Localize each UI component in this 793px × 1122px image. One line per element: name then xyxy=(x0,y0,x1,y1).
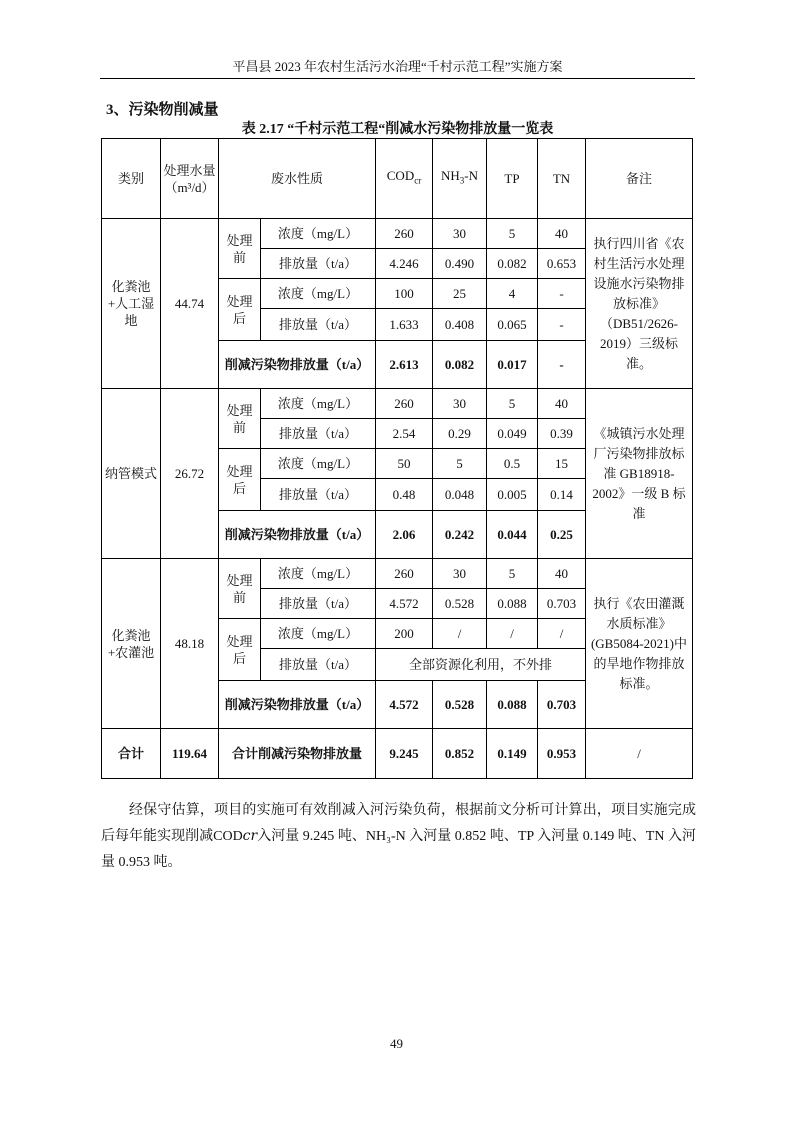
value-tp: 0.065 xyxy=(487,309,538,341)
row-label: 浓度（mg/L） xyxy=(261,559,376,589)
reduction-tn: 0.25 xyxy=(538,511,586,559)
value-nh3: 0.408 xyxy=(433,309,487,341)
value-cod: 200 xyxy=(376,619,433,649)
total-label: 合计 xyxy=(102,729,161,779)
reduction-cod: 2.06 xyxy=(376,511,433,559)
header-note: 备注 xyxy=(586,139,693,219)
reduction-label: 削减污染物排放量（t/a） xyxy=(219,681,376,729)
value-cod: 0.48 xyxy=(376,479,433,511)
reduction-label: 削减污染物排放量（t/a） xyxy=(219,341,376,389)
row-label: 排放量（t/a） xyxy=(261,249,376,279)
running-header: 平昌县 2023 年农村生活污水治理“千村示范工程”实施方案 xyxy=(232,59,563,74)
value-tn: 40 xyxy=(538,389,586,419)
after-label: 处理后 xyxy=(219,619,261,681)
header-tp: TP xyxy=(487,139,538,219)
table-row xyxy=(102,219,693,249)
pollutant-reduction-table xyxy=(101,138,693,779)
header-nh3-text: NH xyxy=(441,168,460,184)
total-cod: 9.245 xyxy=(376,729,433,779)
header-nh3-suffix: -N xyxy=(464,168,478,184)
value-cod: 2.54 xyxy=(376,419,433,449)
header-nh3-sub: 3 xyxy=(459,175,465,186)
value-nh3: 0.528 xyxy=(433,589,487,619)
value-tn: - xyxy=(538,279,586,309)
row-label: 浓度（mg/L） xyxy=(261,449,376,479)
value-tn: / xyxy=(538,619,586,649)
reduction-tp: 0.017 xyxy=(487,341,538,389)
note-cell: 《城镇污水处理厂污染物排放标准 GB18918-2002》一级 B 标准 xyxy=(586,389,693,559)
row-label: 浓度（mg/L） xyxy=(261,619,376,649)
reduction-cod: 2.613 xyxy=(376,341,433,389)
value-tn: 0.14 xyxy=(538,479,586,511)
total-nh3: 0.852 xyxy=(433,729,487,779)
value-cod: 260 xyxy=(376,559,433,589)
row-label: 排放量（t/a） xyxy=(261,649,376,681)
volume-cell: 48.18 xyxy=(161,559,219,729)
before-label: 处理前 xyxy=(219,389,261,449)
header-cod xyxy=(376,139,433,219)
value-tp: 5 xyxy=(487,559,538,589)
table-caption: 表 2.17 “千村示范工程“削减水污染物排放量一览表 xyxy=(241,122,554,137)
value-tn: 0.653 xyxy=(538,249,586,279)
value-tn: 15 xyxy=(538,449,586,479)
value-cod: 4.572 xyxy=(376,589,433,619)
value-nh3: 0.048 xyxy=(433,479,487,511)
header-cod-sub: cr xyxy=(414,175,422,186)
merged-value-cell: 全部资源化利用，不外排 xyxy=(376,649,586,681)
total-note: / xyxy=(586,729,693,779)
after-label: 处理后 xyxy=(219,449,261,511)
before-label: 处理前 xyxy=(219,219,261,279)
value-tp: 0.082 xyxy=(487,249,538,279)
row-label: 浓度（mg/L） xyxy=(261,219,376,249)
value-tp: 5 xyxy=(487,219,538,249)
value-tn: 40 xyxy=(538,559,586,589)
category-cell: 化粪池+农灌池 xyxy=(102,559,161,729)
reduction-tn: 0.703 xyxy=(538,681,586,729)
value-tp: 0.088 xyxy=(487,589,538,619)
row-label: 排放量（t/a） xyxy=(261,419,376,449)
header-nature: 废水性质 xyxy=(219,139,376,219)
section-title: 3、污染物削减量 xyxy=(106,102,219,118)
value-tp: / xyxy=(487,619,538,649)
header-cod-text: COD xyxy=(386,168,415,184)
after-label: 处理后 xyxy=(219,279,261,341)
header-divider xyxy=(100,78,695,79)
value-cod: 260 xyxy=(376,219,433,249)
value-cod: 4.246 xyxy=(376,249,433,279)
total-row xyxy=(102,729,693,779)
value-tn: 0.39 xyxy=(538,419,586,449)
summary-paragraph: 经保守估算，项目的实施可有效削减入河污染负荷，根据前文分析可计算出，项目实施完成后每年能实现削减COD𝑐𝑟入河量 9.245 吨、NH₃-N 入河量 0.852 吨、TP 入河量 0.149 吨、TN 入河量 0.953 吨。 xyxy=(101,803,696,870)
total-volume: 119.64 xyxy=(161,729,219,779)
row-label: 浓度（mg/L） xyxy=(261,279,376,309)
reduction-nh3: 0.242 xyxy=(433,511,487,559)
row-label: 排放量（t/a） xyxy=(261,309,376,341)
category-cell: 化粪池+人工湿地 xyxy=(102,219,161,389)
value-nh3: 30 xyxy=(433,559,487,589)
reduction-nh3: 0.528 xyxy=(433,681,487,729)
value-nh3: 30 xyxy=(433,389,487,419)
value-tp: 5 xyxy=(487,389,538,419)
row-label: 浓度（mg/L） xyxy=(261,389,376,419)
value-nh3: 5 xyxy=(433,449,487,479)
header-volume: 处理水量（m³/d） xyxy=(161,139,219,219)
note-cell: 执行四川省《农村生活污水处理设施水污染物排放标准》（DB51/2626-2019）三级标准。 xyxy=(586,219,693,389)
value-tn: 0.703 xyxy=(538,589,586,619)
category-cell: 纳管模式 xyxy=(102,389,161,559)
value-cod: 260 xyxy=(376,389,433,419)
table-row xyxy=(102,389,693,419)
page-number: 49 xyxy=(390,1036,403,1051)
value-nh3: 25 xyxy=(433,279,487,309)
header-row xyxy=(102,139,693,219)
row-label: 排放量（t/a） xyxy=(261,589,376,619)
table-row xyxy=(102,559,693,589)
value-cod: 100 xyxy=(376,279,433,309)
header-nh3 xyxy=(433,139,487,219)
header-tn: TN xyxy=(538,139,586,219)
value-nh3: / xyxy=(433,619,487,649)
value-tp: 0.049 xyxy=(487,419,538,449)
total-tn: 0.953 xyxy=(538,729,586,779)
before-label: 处理前 xyxy=(219,559,261,619)
reduction-tp: 0.088 xyxy=(487,681,538,729)
header-category: 类别 xyxy=(102,139,161,219)
reduction-tp: 0.044 xyxy=(487,511,538,559)
value-tp: 0.005 xyxy=(487,479,538,511)
value-tp: 4 xyxy=(487,279,538,309)
value-tp: 0.5 xyxy=(487,449,538,479)
value-nh3: 0.490 xyxy=(433,249,487,279)
value-cod: 1.633 xyxy=(376,309,433,341)
volume-cell: 26.72 xyxy=(161,389,219,559)
reduction-label: 削减污染物排放量（t/a） xyxy=(219,511,376,559)
value-nh3: 30 xyxy=(433,219,487,249)
reduction-nh3: 0.082 xyxy=(433,341,487,389)
value-cod: 50 xyxy=(376,449,433,479)
total-tp: 0.149 xyxy=(487,729,538,779)
note-cell: 执行《农田灌溉水质标准》(GB5084-2021)中的旱地作物排放标准。 xyxy=(586,559,693,729)
total-reduction-label: 合计削减污染物排放量 xyxy=(219,729,376,779)
value-nh3: 0.29 xyxy=(433,419,487,449)
value-tn: 40 xyxy=(538,219,586,249)
reduction-cod: 4.572 xyxy=(376,681,433,729)
row-label: 排放量（t/a） xyxy=(261,479,376,511)
reduction-tn: - xyxy=(538,341,586,389)
volume-cell: 44.74 xyxy=(161,219,219,389)
value-tn: - xyxy=(538,309,586,341)
